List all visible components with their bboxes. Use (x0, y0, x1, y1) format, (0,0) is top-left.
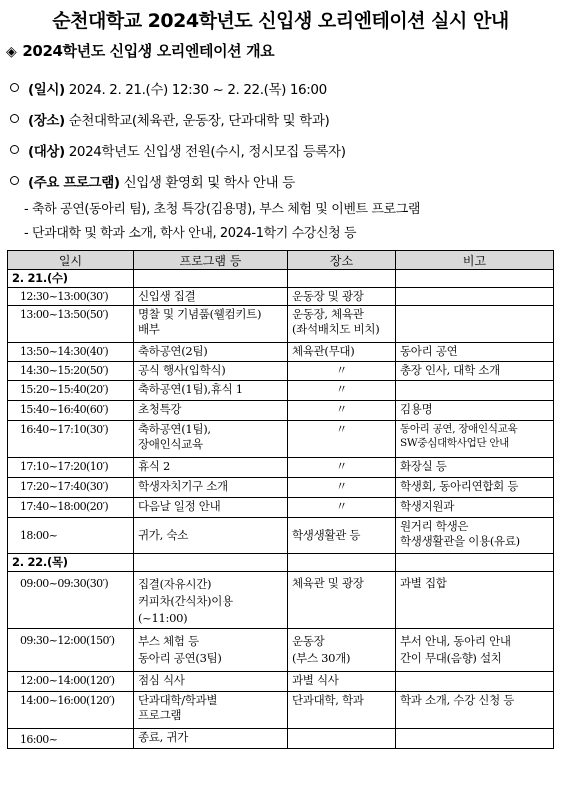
table-row (8, 518, 554, 554)
time-cell: 09:30~12:00(150′) (8, 629, 134, 672)
program-line: 명찰 및 기념품(웰컴키트) (138, 307, 262, 321)
header-place: 장소 (288, 251, 396, 270)
table-row (8, 306, 554, 343)
note-cell: 김용명 (396, 401, 554, 421)
time-cell: 15:40~16:40(60′) (8, 401, 134, 421)
time-cell: 13:00~13:50(50′) (8, 306, 134, 343)
program-cell: 초청특강 (134, 401, 288, 421)
time-cell: 17:10~17:20(10′) (8, 458, 134, 478)
note-line: 간이 무대(음향) 설치 (400, 651, 502, 665)
program-cell: 휴식 2 (134, 458, 288, 478)
overview-value: 2024학년도 신입생 전원(수시, 정시모집 등록자) (64, 144, 346, 160)
day-row (8, 554, 554, 572)
program-cell: 다음날 일정 안내 (134, 498, 288, 518)
overview-key: (장소) (28, 113, 65, 129)
program-cell: 학생자치기구 소개 (134, 478, 288, 498)
note-line: 원거리 학생은 (400, 519, 469, 533)
table-row (8, 729, 554, 749)
program-cell: 축하공연(2팀) (134, 343, 288, 362)
note-cell (396, 421, 554, 458)
overview-item-target (10, 140, 346, 160)
time-cell: 17:20~17:40(30′) (8, 478, 134, 498)
overview-value: 2024. 2. 21.(수) 12:30 ~ 2. 22.(목) 16:00 (64, 82, 327, 98)
program-cell (134, 629, 288, 672)
overview-key: (일시) (28, 82, 65, 98)
table-row (8, 288, 554, 306)
table-row (8, 672, 554, 692)
program-detail-1: - 축하 공연(동아리 팀), 초청 특강(김용명), 부스 체험 및 이벤트 프로그램 (24, 202, 421, 217)
program-cell: 점심 식사 (134, 672, 288, 692)
circle-bullet-icon (10, 83, 19, 92)
note-cell (396, 729, 554, 749)
time-cell: 13:50~14:30(40′) (8, 343, 134, 362)
time-cell: 12:00~14:00(120′) (8, 672, 134, 692)
place-cell: 〃 (288, 458, 396, 478)
program-line: 축하공연(1팀), (138, 422, 211, 436)
time-cell: 14:30~15:20(50′) (8, 362, 134, 381)
note-cell: 동아리 공연 (396, 343, 554, 362)
overview-key: (주요 프로그램) (28, 175, 120, 191)
place-cell: 단과대학, 학과 (288, 692, 396, 729)
place-cell: 〃 (288, 362, 396, 381)
place-cell (288, 729, 396, 749)
table-row (8, 478, 554, 498)
schedule-table (7, 250, 554, 749)
circle-bullet-icon (10, 176, 19, 185)
day-label: 2. 22.(목) (8, 554, 134, 572)
day-label: 2. 21.(수) (8, 270, 134, 288)
place-cell: 체육관 및 광장 (288, 572, 396, 629)
program-cell (134, 421, 288, 458)
section-heading (6, 40, 274, 61)
time-cell: 12:30~13:00(30′) (8, 288, 134, 306)
note-cell: 과별 집합 (396, 572, 554, 629)
empty-cell (396, 554, 554, 572)
overview-key: (대상) (28, 144, 65, 160)
day-row (8, 270, 554, 288)
empty-cell (134, 270, 288, 288)
program-cell (134, 306, 288, 343)
table-header-row (8, 251, 554, 270)
place-line: 운동장 (292, 634, 325, 648)
time-cell: 16:40~17:10(30′) (8, 421, 134, 458)
time-cell: 16:00~ (8, 729, 134, 749)
note-cell (396, 518, 554, 554)
place-cell (288, 306, 396, 343)
note-cell: 화장실 등 (396, 458, 554, 478)
table-row (8, 362, 554, 381)
empty-cell (288, 554, 396, 572)
table-row (8, 343, 554, 362)
program-line: 단과대학/학과별 (138, 693, 218, 707)
header-time: 일시 (8, 251, 134, 270)
place-cell: 〃 (288, 381, 396, 401)
note-cell (396, 306, 554, 343)
overview-item-place (10, 109, 329, 129)
section-heading-text: 2024학년도 신입생 오리엔테이션 개요 (22, 42, 275, 60)
header-program: 프로그램 등 (134, 251, 288, 270)
place-cell: 과별 식사 (288, 672, 396, 692)
note-cell (396, 288, 554, 306)
empty-cell (288, 270, 396, 288)
table-row (8, 572, 554, 629)
header-note: 비고 (396, 251, 554, 270)
note-cell (396, 381, 554, 401)
note-line: 부서 안내, 동아리 안내 (400, 634, 511, 648)
program-line: 집결(자유시간) (138, 577, 212, 591)
note-cell: 학생지원과 (396, 498, 554, 518)
program-cell (134, 572, 288, 629)
place-line: 운동장, 체육관 (292, 307, 364, 321)
program-cell: 신입생 집결 (134, 288, 288, 306)
overview-item-date (10, 78, 327, 98)
note-line: SW중심대학사업단 안내 (400, 437, 510, 449)
page-title: 순천대학교 2024학년도 신입생 오리엔테이션 실시 안내 (52, 10, 509, 32)
time-cell: 15:20~15:40(20′) (8, 381, 134, 401)
program-cell: 축하공연(1팀),휴식 1 (134, 381, 288, 401)
empty-cell (396, 270, 554, 288)
note-cell: 총장 인사, 대학 소개 (396, 362, 554, 381)
diamond-bullet-icon: ◈ (6, 44, 17, 60)
time-cell: 14:00~16:00(120′) (8, 692, 134, 729)
table-row (8, 629, 554, 672)
note-cell: 학과 소개, 수강 신청 등 (396, 692, 554, 729)
place-cell (288, 629, 396, 672)
program-line: 배부 (138, 322, 160, 336)
program-line: 부스 체험 등 (138, 634, 199, 648)
table-row (8, 692, 554, 729)
program-line: (~11:00) (138, 611, 188, 625)
place-cell: 〃 (288, 498, 396, 518)
program-cell: 종료, 귀가 (134, 729, 288, 749)
overview-item-program (10, 171, 295, 191)
program-detail-2: - 단과대학 및 학과 소개, 학사 안내, 2024-1학기 수강신청 등 (24, 226, 357, 241)
place-line: (좌석배치도 비치) (292, 322, 380, 336)
note-cell (396, 672, 554, 692)
time-cell: 18:00~ (8, 518, 134, 554)
program-cell: 귀가, 숙소 (134, 518, 288, 554)
overview-value: 신입생 환영회 및 학사 안내 등 (119, 175, 295, 191)
circle-bullet-icon (10, 114, 19, 123)
table-row (8, 498, 554, 518)
place-cell: 체육관(무대) (288, 343, 396, 362)
program-line: 동아리 공연(3팀) (138, 651, 222, 665)
table-row (8, 401, 554, 421)
table-row (8, 421, 554, 458)
empty-cell (134, 554, 288, 572)
program-cell: 공식 행사(입학식) (134, 362, 288, 381)
note-cell: 학생회, 동아리연합회 등 (396, 478, 554, 498)
note-line: 동아리 공연, 장애인식교육 (400, 423, 518, 435)
place-line: (부스 30개) (292, 651, 351, 665)
overview-value: 순천대학교(체육관, 운동장, 단과대학 및 학과) (64, 113, 330, 129)
place-cell: 〃 (288, 478, 396, 498)
note-cell (396, 629, 554, 672)
program-line: 커피차(간식차)이용 (138, 594, 233, 608)
place-cell: 〃 (288, 421, 396, 458)
place-cell: 학생생활관 등 (288, 518, 396, 554)
table-row (8, 458, 554, 478)
program-line: 프로그램 (138, 708, 182, 722)
time-cell: 09:00~09:30(30′) (8, 572, 134, 629)
place-cell: 운동장 및 광장 (288, 288, 396, 306)
table-row (8, 381, 554, 401)
place-cell: 〃 (288, 401, 396, 421)
time-cell: 17:40~18:00(20′) (8, 498, 134, 518)
note-line: 학생생활관을 이용(유료) (400, 534, 520, 548)
program-cell (134, 692, 288, 729)
program-line: 장애인식교육 (138, 437, 203, 451)
circle-bullet-icon (10, 145, 19, 154)
